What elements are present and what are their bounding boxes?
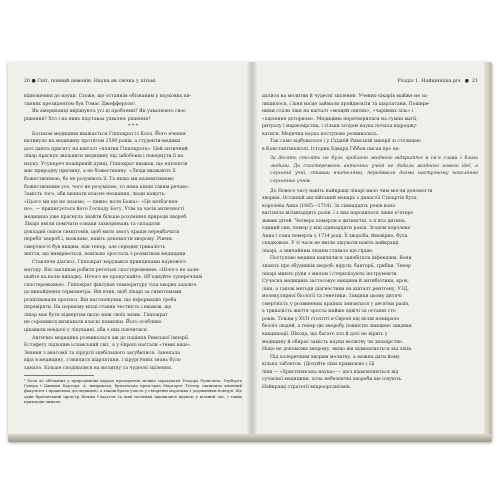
text-line: Лікарі вміли помічати ознаки захворювань та складали [24, 222, 160, 228]
text-line: науку. Усупереч поширеній думці, Гіппократ вважав, що епілепсія [24, 161, 188, 167]
footnote: ¹ Хоча до обізнаних у природничих науках президентів можна зарахувати Теодора Рузвельта, Герберта Гувера і Джиммі Картера. А, наприклад, британська прем’єрка Маргарет Тетчер закінчила хімічний факультет і працювала дослідницею, а також брала участь у створенні морозива з додаванням повітря. Ще один британський прем’єр Вільям Гладстон та інші політики цікавилися наукою у вільний час, і таких прикладів чимало. [24, 378, 242, 404]
text-line: відношення до науки. Схоже, що останнім обізнаним у наукових пи- [24, 94, 192, 99]
text-line: життя, що вимірюється, повільно зростала з розвитком медицини [24, 252, 186, 258]
text-line: не соромився визнавати власні помилки. Його особливо [24, 320, 162, 326]
text-line: кілька таблеток. (Дозуйте ліки правильно.) Ці [262, 362, 375, 368]
text-line: безліч людей, а тепер цю хворобу повністю знищено завдяки [262, 324, 412, 330]
right-page-number: 21 [471, 79, 478, 84]
text-line: Так само відбувалося і у Східній Римській імперії зі столицею [270, 139, 421, 145]
text-line: розпізнавали прогноз. Він наголошував, що інформацію треба [24, 297, 177, 303]
text-line: ліки, а також методи діагностики на кшталт рентгену, УЗД, [262, 286, 409, 292]
text-line: має природну причину, а не божественну. «Люди вважають її [24, 169, 176, 175]
text-line: Естафету підхопив ісламський світ, а у Європі настали «темні віки». [24, 343, 192, 349]
open-book [8, 62, 492, 442]
text-line: Як американці вирішують усі ці проблеми? Як ухвалюють своє [32, 109, 186, 115]
text-line: * * * [128, 124, 138, 130]
text-line: лишилося, і їхня місце займали пройдисвіти та шарлатани. Пошире- [262, 101, 431, 107]
text-line: років. Тільки у XVII столітті в Європі від віспи помирало [262, 316, 400, 322]
text-line: Сучасна медицина застосовує вакцини й антибіотики, кров, [262, 279, 409, 285]
text-line: ритуалу і марновірства, і тільки згодом наука почала відроджу- [262, 124, 418, 130]
right-body-bottom [262, 188, 478, 392]
text-line: божественним усе, чого не розуміємо, то нема кінця таким речам». [24, 184, 191, 190]
text-line: спостереження». Гіппократ фіксував температуру тіла хворих задовго [24, 282, 197, 288]
left-page-number: 20 [24, 79, 31, 84]
text-line: вагітніла вісімнадцять разів, і з них народилося лише п’ятеро [262, 211, 414, 217]
text-line: єдиний син, помер у віці одинадцяти років. Згодом королева [262, 226, 411, 232]
text-line: медицина уже прагнула знайти більше розуміння природи хвороб. [24, 214, 188, 220]
text-line: лікар має бути відвертим щодо меж своїх знань. Гіппократ [24, 312, 168, 318]
text-line: лікар прагнув звільнити медицину від забобонів і повернути її на [24, 154, 184, 160]
text-line: королева Анна (1665—1714). За сімнадцять років вона [262, 203, 395, 209]
text-line: Ставлячи діагноз, Гіппократ керувався принципами наукового [32, 260, 187, 266]
text-line: Батьком медицини вважається Гіппократ із Коса. Його вчення [32, 131, 186, 137]
text-line: спадковою. У ті часи не вміли лікувати навіть найкращі [262, 241, 399, 247]
right-page-header [262, 78, 478, 87]
text-line: Знання з анатомії та хірургії здебільшого загубилися. Занепала [24, 350, 180, 356]
text-line: ліки — «Християнська наука» — досі відмовляються від [262, 369, 399, 375]
text-line: Під холеричним хворим молитву, а можна дати йому [270, 354, 400, 360]
text-line: таннях президентом був Томас Джефферсон¹. [24, 101, 137, 107]
text-line: вплинуло на медицину протягом 2500 років, а студенти-медики [24, 139, 181, 145]
book-bottom-edge [8, 434, 492, 442]
text-line: цікавили невдачі у лікуванні, аби з них повчитися. [24, 327, 149, 333]
text-line: живих дітей. Четверо померли в дитинстві, а п’ята дитина, [262, 218, 407, 224]
text-line: До Нового часу навіть найкращі лікарі мало чим могли допомогти [270, 188, 433, 194]
text-line: Замість того, аби визнати власне незнання, люди кажуть: [24, 192, 166, 198]
text-line: «Цього ми ще не знаємо, — певно, воля Божа». «Це незбагнен- [24, 199, 179, 205]
left-body [24, 93, 242, 372]
right-page [262, 78, 478, 428]
text-line: віра в медицину, з’явилися шарлатани, і хірургічних знань було [24, 358, 181, 364]
text-line: замало. Більше сподівалися на молитву та чудесні зцілення. [24, 365, 173, 371]
text-line: перевіряти. На першому місці ставив честність і вважав, що [24, 305, 172, 311]
text-line: лікарі миють руки з милом і стерилізують інструменти. [262, 271, 398, 277]
text-line: сучасної медицини, хоча небезпечні хвороби ще існують. [262, 377, 403, 383]
text-line: божественною, бо не розуміють її. Та якщо ми називатимемо [24, 177, 174, 183]
text-line: лікарі, а звичайним людям ставало ще гірше. [262, 248, 374, 254]
text-line: Найкращі стратегії мікроорганізмів. [262, 384, 352, 390]
text-line: Поступово медики навчилися запобігати інфекціям. Вони [270, 256, 412, 262]
text-line: вакцинації. Шкода, що багато хто й досі не вірить у [262, 331, 388, 337]
text-line: но», — приписується його Господу Богу. Утім за часів античності [24, 207, 185, 213]
footnote-rule [24, 375, 94, 376]
right-page-number-bullet: ● [464, 79, 469, 84]
page-edges [484, 62, 492, 442]
text-line: знають про збудників хвороб: віруси, бактерії, грибки. Тепер [262, 264, 411, 270]
text-line: досі дають присягу на кшталт «клятви Гіппократа». Цей античний [24, 146, 188, 152]
text-line: а тривалість життя зросла майже вдвічі за останні сто [262, 309, 396, 315]
text-line: Анна і сама померла у 1714 році. Її хвороба, ймовірно, була [262, 233, 408, 239]
right-body-top [262, 93, 478, 153]
left-header-title: ● Світ, повний демонів. Наука як свічка у пітьмі [31, 79, 156, 84]
left-page-header [24, 78, 242, 87]
text-line: докладні описи симптомів, щоб мати змогу краще передбачати [24, 229, 180, 235]
text-line: ватися. Медична наука поступово розвивалась. [262, 131, 379, 137]
block-quote: За десять століть не було зроблено жодного відкриття в ім’я слави і блага людини. До спостережень античних учені не додали жодного нового ідеї, а слухняні учні, ставши вчителями, передавали догми наступному поколінню слухняних учнів. [270, 156, 478, 185]
left-page [24, 78, 242, 428]
text-line: молекулярної біології та генетики. Завдяки цьому дитячі [262, 294, 402, 300]
right-header-title: Розділ 1. Найцінніша річ [397, 79, 461, 84]
text-line: «зцілення доторком». Медицина перетворилася на суміш магії, [262, 116, 418, 122]
text-line: смертність у розвинених країнах знизилася у десятки разів, [262, 301, 410, 307]
text-line: смертності був вищим, ніж тепер, але середня тривалість [24, 244, 166, 250]
text-line: шайте на волю випадку. Нічого не пропускайте. Об’єднуйте суперечливі [24, 275, 203, 281]
text-line: медицину й обирає замість науки молитву чи знахарство. [262, 339, 404, 345]
text-line: рішення? Хто і на яких підставах ухвалює рішення? [24, 116, 151, 122]
book-gutter [246, 62, 258, 434]
text-line: методу. Він закликав робити ретельні спостереження: «Нічого не зали- [24, 267, 200, 273]
text-line: ними стали ліки на кшталт «мощей святих», «чарівних зіль» і [262, 109, 414, 115]
text-line: хворим. Останній англійський монарх з династії Стюартів була [262, 196, 417, 202]
text-line: Антична медицина розвивалася аж до падіння Римської імперії. [32, 335, 190, 341]
text-line: перебіг хвороб і, можливо, навіть допомогти хворому. Рівень [24, 237, 173, 243]
text-line: до винайдення термометра. Він вчив, щоб лікарі за симптомами [24, 290, 182, 296]
text-line: далися на молитви й чудесні зцілення. Учених-лікарів майже не за- [262, 94, 429, 99]
left-running-head [24, 78, 156, 87]
text-line: в Константинополі. Історик Едвард Гіббон писав про це: [262, 146, 400, 152]
text-line: Ніщо не допоможе хворому, якщо він відмовляється від ліків. [262, 347, 413, 353]
